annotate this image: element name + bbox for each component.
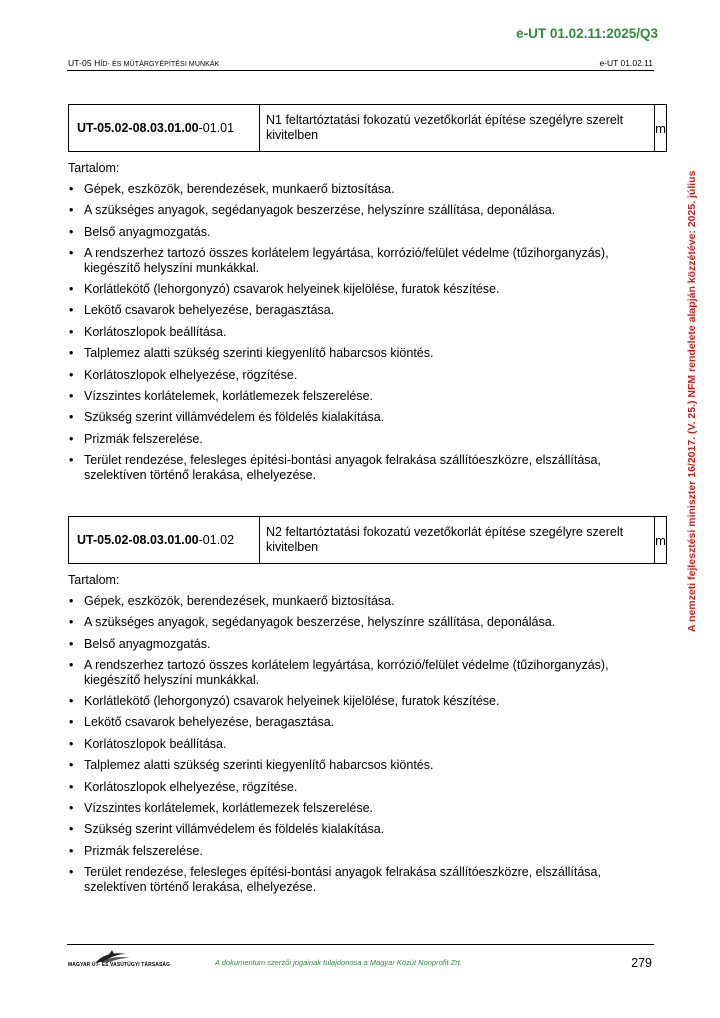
list-item: • Terület rendezése, felesleges építési-bontási anyagok felrakása szállítóeszközre, elszállítása, szelektíven történő lerakása, elhelyezése. [68, 453, 664, 482]
list-item: • Lekötő csavarok behelyezése, beragasztása. [68, 303, 664, 318]
running-header-right: e-UT 01.02.11 [599, 58, 653, 68]
item-code-bold: UT-05.02-08.03.01.00 [77, 533, 199, 547]
copyright-notice: A dokumentum szerzői jogainak tulajdonosa a Magyar Közút Nonprofit Zrt. [215, 958, 462, 967]
running-header-left [68, 58, 219, 68]
item-description: N2 feltartóztatási fokozatú vezetőkorlát építése szegélyre szerelt kivitelben [260, 517, 655, 563]
list-item: • Vízszintes korlátelemek, korlátlemezek felszerelése. [68, 389, 664, 404]
list-item: • Gépek, eszközök, berendezések, munkaerő biztosítása. [68, 182, 664, 197]
item-code-suffix: -01.01 [198, 121, 235, 135]
list-item: • Terület rendezése, felesleges építési-bontási anyagok felrakása szállítóeszközre, elszállítása, szelektíven történő lerakása, elhelyezése. [68, 865, 664, 894]
item-unit: m [655, 532, 666, 548]
header-left-prefix: UT-05 H [68, 58, 101, 68]
list-item: • Talplemez alatti szükség szerinti kiegyenlítő habarcsos kiöntés. [68, 346, 664, 361]
header-left-smallcaps: ÍD- ÉS MŰTÁRGYÉPÍTÉSI MUNKÁK [100, 61, 220, 68]
list-item: • A rendszerhez tartozó összes korlátelem legyártása, korrózió/felület védelme (tűzihorganyzás), kiegészítő helyszíni munkákkal. [68, 246, 664, 275]
header-divider [67, 70, 654, 71]
content-bullet-list [68, 182, 668, 482]
document-code: e-UT 01.02.11:2025/Q3 [516, 26, 658, 41]
list-item: • Korlátlekötő (lehorgonyzó) csavarok helyeinek kijelölése, furatok készítése. [68, 694, 664, 709]
item-code-table [68, 516, 667, 564]
item-code-cell [69, 105, 260, 151]
page-number: 279 [631, 956, 652, 970]
list-item: • Korlátoszlopok beállítása. [68, 737, 664, 752]
work-item-1 [68, 104, 668, 489]
side-publication-note: A nemzeti fejlesztési miniszter 16/2017. (V. 25.) NFM rendelete alapján közzétéve: 2025. július [686, 170, 698, 632]
item-code-suffix: -01.02 [198, 533, 235, 547]
list-item: • Gépek, eszközök, berendezések, munkaerő biztosítása. [68, 594, 664, 609]
list-item: • Prizmák felszerelése. [68, 432, 664, 447]
list-item: • Szükség szerint villámvédelem és földelés kialakítása. [68, 822, 664, 837]
list-item: • A rendszerhez tartozó összes korlátelem legyártása, korrózió/felület védelme (tűzihorganyzás), kiegészítő helyszíni munkákkal. [68, 658, 664, 687]
item-description: N1 feltartóztatási fokozatú vezetőkorlát építése szegélyre szerelt kivitelben [260, 105, 655, 151]
list-item: • Prizmák felszerelése. [68, 844, 664, 859]
list-item: • Talplemez alatti szükség szerinti kiegyenlítő habarcsos kiöntés. [68, 758, 664, 773]
list-item: • Lekötő csavarok behelyezése, beragasztása. [68, 715, 664, 730]
item-code-table [68, 104, 667, 152]
item-code-cell [69, 517, 260, 563]
content-bullet-list [68, 594, 668, 894]
list-item: • Korlátoszlopok elhelyezése, rögzítése. [68, 368, 664, 383]
list-item: • Vízszintes korlátelemek, korlátlemezek felszerelése. [68, 801, 664, 816]
content-label: Tartalom: [68, 573, 120, 587]
content-label: Tartalom: [68, 161, 120, 175]
footer-divider [67, 944, 654, 945]
item-code-bold: UT-05.02-08.03.01.00 [77, 121, 199, 135]
list-item: • Korlátlekötő (lehorgonyzó) csavarok helyeinek kijelölése, furatok készítése. [68, 282, 664, 297]
list-item: • Belső anyagmozgatás. [68, 637, 664, 652]
list-item: • A szükséges anyagok, segédanyagok beszerzése, helyszínre szállítása, deponálása. [68, 615, 664, 630]
list-item: • Korlátoszlopok beállítása. [68, 325, 664, 340]
list-item: • Belső anyagmozgatás. [68, 225, 664, 240]
company-logo-icon [68, 948, 171, 972]
logo-caption: MAGYAR ÚT- ÉS VASÚTÜGYI TÁRSASÁG [68, 962, 171, 968]
work-item-2 [68, 516, 668, 901]
item-unit: m [655, 120, 666, 136]
list-item: • A szükséges anyagok, segédanyagok beszerzése, helyszínre szállítása, deponálása. [68, 203, 664, 218]
list-item: • Korlátoszlopok elhelyezése, rögzítése. [68, 780, 664, 795]
list-item: • Szükség szerint villámvédelem és földelés kialakítása. [68, 410, 664, 425]
